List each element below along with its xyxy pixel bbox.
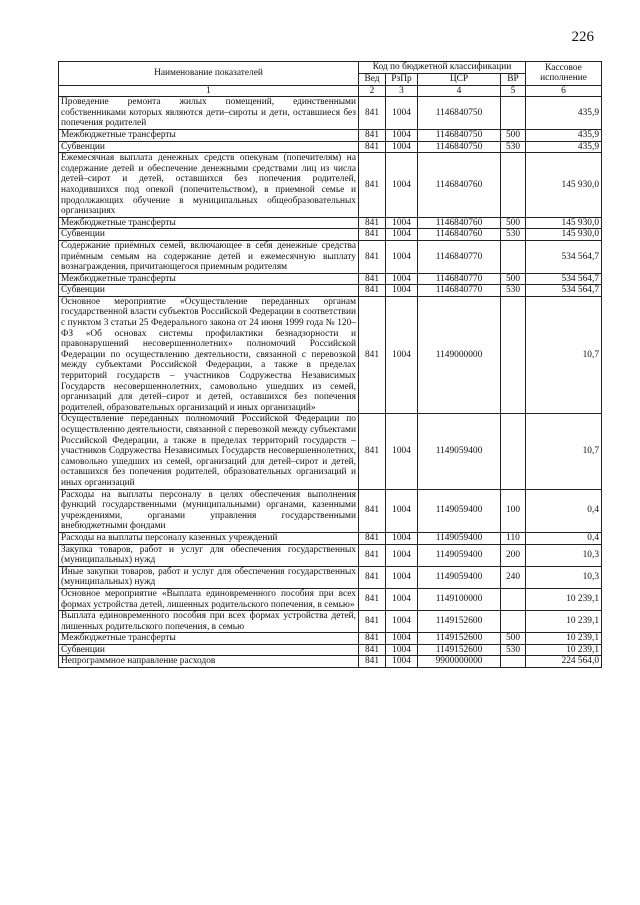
row-vr bbox=[501, 611, 526, 633]
row-name: Основное мероприятие «Выплата единовременного пособия при всех формах устройства детей, лишенных родительского попечения, в семью» bbox=[59, 588, 359, 610]
row-name: Проведение ремонта жилых помещений, единственными собственниками которых являются дети–сироты и дети, оставшиеся без попечения родителей bbox=[59, 97, 359, 130]
row-ved: 841 bbox=[359, 153, 386, 218]
header-name: Наименование показателей bbox=[59, 62, 359, 86]
row-amount: 534 564,7 bbox=[526, 285, 602, 297]
row-ved: 841 bbox=[359, 656, 386, 668]
page-number: 226 bbox=[571, 29, 594, 45]
row-csr: 1146840760 bbox=[418, 153, 501, 218]
table-row bbox=[59, 656, 602, 668]
row-vr: 200 bbox=[501, 544, 526, 566]
row-vr: 110 bbox=[501, 532, 526, 544]
table-row bbox=[59, 544, 602, 566]
table-row bbox=[59, 588, 602, 610]
row-amount: 0,4 bbox=[526, 532, 602, 544]
header-csr: ЦСР bbox=[418, 74, 501, 86]
row-csr: 1149059400 bbox=[418, 544, 501, 566]
row-amount: 534 564,7 bbox=[526, 240, 602, 273]
row-ved: 841 bbox=[359, 129, 386, 141]
table-row bbox=[59, 240, 602, 273]
header-rzpr: РзПр bbox=[386, 74, 418, 86]
row-vr bbox=[501, 240, 526, 273]
row-rzpr: 1004 bbox=[386, 229, 418, 241]
row-rzpr: 1004 bbox=[386, 544, 418, 566]
row-vr bbox=[501, 296, 526, 414]
row-rzpr: 1004 bbox=[386, 97, 418, 130]
table-row bbox=[59, 644, 602, 656]
row-ved: 841 bbox=[359, 217, 386, 229]
table-row bbox=[59, 217, 602, 229]
table-row bbox=[59, 129, 602, 141]
row-ved: 841 bbox=[359, 296, 386, 414]
row-vr: 530 bbox=[501, 229, 526, 241]
row-ved: 841 bbox=[359, 285, 386, 297]
row-csr: 1149152600 bbox=[418, 633, 501, 645]
row-amount: 435,9 bbox=[526, 129, 602, 141]
col-number: 6 bbox=[526, 85, 602, 97]
table-row bbox=[59, 611, 602, 633]
row-name: Ежемесячная выплата денежных средств опекунам (попечителям) на содержание детей и обеспечение денежными средствами лиц из числа детей–сирот и детей, оставшихся без попечения родителей, находившихся под опекой (попечительством), в приемной семье и продолжающих обучение в муниципальных общеобразовательных организациях bbox=[59, 153, 359, 218]
row-rzpr: 1004 bbox=[386, 644, 418, 656]
row-vr: 530 bbox=[501, 141, 526, 153]
row-rzpr: 1004 bbox=[386, 240, 418, 273]
row-vr bbox=[501, 153, 526, 218]
row-name: Иные закупки товаров, работ и услуг для обеспечения государственных (муниципальных) нужд bbox=[59, 566, 359, 588]
row-name: Непрограммное направление расходов bbox=[59, 656, 359, 668]
row-ved: 841 bbox=[359, 633, 386, 645]
row-rzpr: 1004 bbox=[386, 217, 418, 229]
row-rzpr: 1004 bbox=[386, 153, 418, 218]
row-name: Выплата единовременного пособия при всех формах устройства детей, лишенных родительского попечения, в семью bbox=[59, 611, 359, 633]
row-csr: 1149100000 bbox=[418, 588, 501, 610]
row-vr bbox=[501, 97, 526, 130]
row-ved: 841 bbox=[359, 566, 386, 588]
header-code-group: Код по бюджетной классификации bbox=[359, 62, 526, 74]
row-amount: 145 930,0 bbox=[526, 153, 602, 218]
row-rzpr: 1004 bbox=[386, 129, 418, 141]
table-row bbox=[59, 285, 602, 297]
row-amount: 10,7 bbox=[526, 296, 602, 414]
row-vr: 530 bbox=[501, 644, 526, 656]
row-vr: 530 bbox=[501, 285, 526, 297]
row-amount: 10,3 bbox=[526, 544, 602, 566]
row-vr: 500 bbox=[501, 217, 526, 229]
row-csr: 1146840750 bbox=[418, 129, 501, 141]
row-csr: 1149059400 bbox=[418, 566, 501, 588]
row-name: Субвенции bbox=[59, 141, 359, 153]
row-name: Закупка товаров, работ и услуг для обеспечения государственных (муниципальных) нужд bbox=[59, 544, 359, 566]
table-row bbox=[59, 532, 602, 544]
row-rzpr: 1004 bbox=[386, 611, 418, 633]
row-amount: 10,7 bbox=[526, 414, 602, 489]
row-vr: 500 bbox=[501, 273, 526, 285]
row-csr: 1146840760 bbox=[418, 229, 501, 241]
row-ved: 841 bbox=[359, 544, 386, 566]
row-amount: 10 239,1 bbox=[526, 633, 602, 645]
row-rzpr: 1004 bbox=[386, 566, 418, 588]
row-rzpr: 1004 bbox=[386, 273, 418, 285]
row-name: Субвенции bbox=[59, 644, 359, 656]
row-ved: 841 bbox=[359, 141, 386, 153]
row-csr: 1149059400 bbox=[418, 532, 501, 544]
row-csr: 9900000000 bbox=[418, 656, 501, 668]
table-row bbox=[59, 153, 602, 218]
table-row bbox=[59, 566, 602, 588]
header-row-top bbox=[59, 62, 602, 74]
row-csr: 1146840760 bbox=[418, 217, 501, 229]
row-name: Субвенции bbox=[59, 285, 359, 297]
row-ved: 841 bbox=[359, 273, 386, 285]
row-amount: 534 564,7 bbox=[526, 273, 602, 285]
col-number: 5 bbox=[501, 85, 526, 97]
row-ved: 841 bbox=[359, 611, 386, 633]
row-amount: 0,4 bbox=[526, 489, 602, 532]
row-csr: 1149059400 bbox=[418, 489, 501, 532]
row-csr: 1146840750 bbox=[418, 141, 501, 153]
table-row bbox=[59, 414, 602, 489]
row-ved: 841 bbox=[359, 240, 386, 273]
table-row bbox=[59, 273, 602, 285]
row-amount: 10,3 bbox=[526, 566, 602, 588]
row-csr: 1146840770 bbox=[418, 240, 501, 273]
row-rzpr: 1004 bbox=[386, 285, 418, 297]
row-name: Субвенции bbox=[59, 229, 359, 241]
row-csr: 1146840750 bbox=[418, 97, 501, 130]
row-csr: 1146840770 bbox=[418, 285, 501, 297]
row-amount: 145 930,0 bbox=[526, 229, 602, 241]
row-ved: 841 bbox=[359, 229, 386, 241]
table-row bbox=[59, 489, 602, 532]
row-amount: 224 564,0 bbox=[526, 656, 602, 668]
row-csr: 1149059400 bbox=[418, 414, 501, 489]
column-number-row bbox=[59, 85, 602, 97]
table-row bbox=[59, 296, 602, 414]
row-rzpr: 1004 bbox=[386, 588, 418, 610]
row-amount: 10 239,1 bbox=[526, 611, 602, 633]
col-number: 3 bbox=[386, 85, 418, 97]
row-ved: 841 bbox=[359, 414, 386, 489]
row-rzpr: 1004 bbox=[386, 532, 418, 544]
row-csr: 1149152600 bbox=[418, 644, 501, 656]
row-ved: 841 bbox=[359, 644, 386, 656]
row-vr: 500 bbox=[501, 633, 526, 645]
row-rzpr: 1004 bbox=[386, 489, 418, 532]
row-rzpr: 1004 bbox=[386, 414, 418, 489]
row-csr: 1146840770 bbox=[418, 273, 501, 285]
row-name: Осуществление переданных полномочий Российской Федерации по осуществлению деятельности, связанной с перевозкой между субъектами Российской Федерации, а также в пределах территорий государств – участников Содружества Независимых Государств несовершеннолетних, самовольно ушедших из семей, организаций для детей–сирот и детей, оставшихся без попечения родителей, образовательных организаций и иных организаций bbox=[59, 414, 359, 489]
row-vr: 500 bbox=[501, 129, 526, 141]
col-number: 2 bbox=[359, 85, 386, 97]
row-ved: 841 bbox=[359, 489, 386, 532]
row-csr: 1149152600 bbox=[418, 611, 501, 633]
row-rzpr: 1004 bbox=[386, 633, 418, 645]
row-vr: 240 bbox=[501, 566, 526, 588]
row-amount: 435,9 bbox=[526, 97, 602, 130]
row-ved: 841 bbox=[359, 532, 386, 544]
row-amount: 10 239,1 bbox=[526, 644, 602, 656]
row-name: Основное мероприятие «Осуществление переданных органам государственной власти субъектов Российской Федерации в соответствии с пунктом 3 статьи 25 Федерального закона от 24 июня 1999 года № 120–ФЗ «Об основах системы профилактики безнадзорности и правонарушений несовершеннолетних» полномочий Российской Федерации по осуществлению деятельности, связанной с перевозкой между субъектами Российской Федерации, а также в пределах территорий государств – участников Содружества Независимых Государств несовершеннолетних, самовольно ушедших из семей, организаций для детей–сирот и детей, оставшихся без попечения родителей, образовательных организаций и иных организаций» bbox=[59, 296, 359, 414]
row-name: Межбюджетные трансферты bbox=[59, 273, 359, 285]
row-amount: 10 239,1 bbox=[526, 588, 602, 610]
row-rzpr: 1004 bbox=[386, 296, 418, 414]
table-row bbox=[59, 633, 602, 645]
row-name: Расходы на выплаты персоналу в целях обеспечения выполнения функций государственными (муниципальными) органами, казенными учреждениями, органами управления государственными внебюджетными фондами bbox=[59, 489, 359, 532]
table-row bbox=[59, 97, 602, 130]
row-csr: 1149000000 bbox=[418, 296, 501, 414]
table-row bbox=[59, 229, 602, 241]
row-name: Межбюджетные трансферты bbox=[59, 217, 359, 229]
row-ved: 841 bbox=[359, 97, 386, 130]
header-cash: Кассовое исполнение bbox=[526, 62, 602, 86]
row-vr bbox=[501, 588, 526, 610]
row-rzpr: 1004 bbox=[386, 141, 418, 153]
table-row bbox=[59, 141, 602, 153]
header-vr: ВР bbox=[501, 74, 526, 86]
row-amount: 435,9 bbox=[526, 141, 602, 153]
row-rzpr: 1004 bbox=[386, 656, 418, 668]
header-ved: Вед bbox=[359, 74, 386, 86]
row-amount: 145 930,0 bbox=[526, 217, 602, 229]
row-vr bbox=[501, 656, 526, 668]
row-vr bbox=[501, 414, 526, 489]
row-name: Содержание приёмных семей, включающее в себя денежные средства приёмным семьям на содержание детей и ежемесячную выплату вознаграждения, причитающегося приемным родителям bbox=[59, 240, 359, 273]
row-vr: 100 bbox=[501, 489, 526, 532]
row-name: Межбюджетные трансферты bbox=[59, 633, 359, 645]
row-ved: 841 bbox=[359, 588, 386, 610]
budget-table bbox=[58, 61, 602, 668]
row-name: Расходы на выплаты персоналу казенных учреждений bbox=[59, 532, 359, 544]
row-name: Межбюджетные трансферты bbox=[59, 129, 359, 141]
col-number: 4 bbox=[418, 85, 501, 97]
col-number: 1 bbox=[59, 85, 359, 97]
